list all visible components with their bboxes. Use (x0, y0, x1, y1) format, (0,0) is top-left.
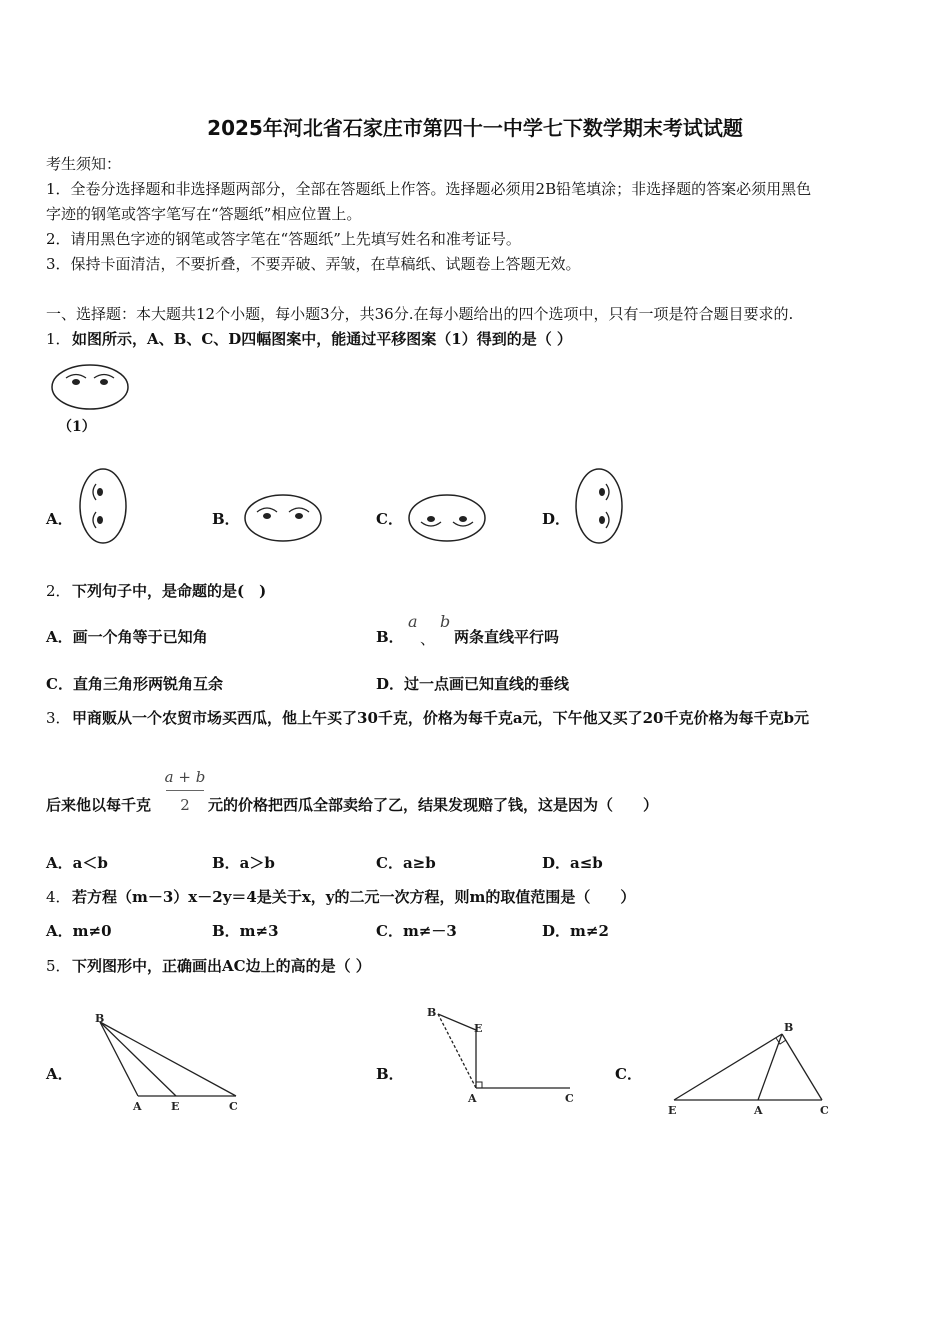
q5-option-a-label[interactable]: A． (46, 1065, 73, 1083)
q1-option-b-label[interactable]: B． (212, 510, 240, 528)
q5a-point-b: B (95, 1012, 105, 1025)
q2-option-b-var-b: b (440, 612, 451, 631)
q1-option-c-label[interactable]: C． (376, 510, 403, 528)
notice-line-2: 2．请用黑色字迹的钢笔或答字笔在“答题纸”上先填写姓名和准考证号。 (46, 230, 521, 248)
notice-heading: 考生须知： (46, 155, 122, 173)
q5c-point-c: C (820, 1104, 829, 1117)
q5a-point-a: A (133, 1100, 142, 1113)
q5b-point-b: B (427, 1006, 437, 1019)
q5-option-c-label[interactable]: C． (615, 1065, 642, 1083)
notice-line-1: 1．全卷分选择题和非选择题两部分，全部在答题纸上作答。选择题必须用2B铅笔填涂；非选择题的答案必须用黑色 (46, 180, 812, 198)
q3-line2-end: 元的价格把西瓜全部卖给了乙，结果发现赔了钱，这是因为（ ） (208, 796, 659, 814)
q1-option-a-figure[interactable] (74, 466, 132, 548)
q3-fraction-numerator: a + b (164, 768, 206, 786)
q5c-point-b: B (784, 1021, 794, 1034)
q1-option-d-figure[interactable] (570, 466, 628, 548)
q2-stem: 下列句子中，是命题的是( ) (72, 582, 267, 600)
q1-figure-label: （1） (58, 419, 96, 435)
q5c-point-a: A (754, 1104, 763, 1117)
q2-option-b-text[interactable]: 两条直线平行吗 (454, 628, 560, 646)
q4-option-c[interactable]: C．m≠－3 (376, 922, 457, 940)
q2-option-b-label[interactable]: B． (376, 628, 404, 646)
q5c-point-e: E (668, 1104, 677, 1117)
q5a-point-e: E (171, 1100, 180, 1113)
q5b-point-a: A (468, 1092, 477, 1105)
notice-line-3: 3．保持卡面清洁，不要折叠，不要弄破、弄皱，在草稿纸、试题卷上答题无效。 (46, 255, 581, 273)
notice-line-1b: 字迹的钢笔或答字笔写在“答题纸”相应位置上。 (46, 205, 362, 223)
q4-option-a[interactable]: A．m≠0 (46, 922, 112, 940)
q4-option-d[interactable]: D．m≠2 (542, 922, 609, 940)
q1-option-a-label[interactable]: A． (46, 510, 73, 528)
q2-option-a[interactable]: A．画一个角等于已知角 (46, 628, 208, 646)
q5b-point-c: C (565, 1092, 574, 1105)
q2-option-b-var-a: a (408, 612, 418, 631)
q4-option-b[interactable]: B．m≠3 (212, 922, 279, 940)
q3-number: 3． (46, 709, 71, 727)
q3-option-d[interactable]: D．a≤b (542, 854, 603, 872)
q2-number: 2． (46, 582, 71, 600)
q3-option-c[interactable]: C．a≥b (376, 854, 436, 872)
q1-option-b-figure[interactable] (242, 492, 326, 544)
q5b-point-e: E (474, 1022, 483, 1035)
q3-fraction-denominator: 2 (180, 796, 190, 814)
q5-stem: 下列图形中，正确画出AC边上的高的是（ ） (72, 957, 371, 975)
q5-option-a-figure[interactable] (88, 1006, 248, 1118)
section-heading: 一、选择题：本大题共12个小题，每小题3分，共36分.在每小题给出的四个选项中，只有一项是符合题目要求的. (46, 305, 794, 323)
q5-option-c-figure[interactable] (662, 1014, 842, 1122)
q3-line2-start: 后来他以每千克 (46, 796, 152, 814)
q1-option-c-figure[interactable] (406, 492, 490, 544)
q3-stem: 甲商贩从一个农贸市场买西瓜，他上午买了30千克，价格为每千克a元，下午他又买了20千克价格为每千克b元 (72, 709, 809, 727)
q4-number: 4． (46, 888, 71, 906)
q2-option-d[interactable]: D．过一点画已知直线的垂线 (376, 675, 570, 693)
page-title: 2025年河北省石家庄市第四十一中学七下数学期末考试试题 (207, 116, 743, 140)
q2-option-b-sep: 、 (420, 630, 436, 648)
q1-figure-original (50, 362, 135, 414)
q1-option-d-label[interactable]: D． (542, 510, 571, 528)
q5-option-b-figure[interactable] (420, 1000, 590, 1112)
q1-number: 1． (46, 330, 71, 348)
q2-option-c[interactable]: C．直角三角形两锐角互余 (46, 675, 223, 693)
q5-option-b-label[interactable]: B． (376, 1065, 404, 1083)
q5-number: 5． (46, 957, 71, 975)
q3-option-a[interactable]: A．a＜b (46, 854, 108, 872)
q3-option-b[interactable]: B．a＞b (212, 854, 275, 872)
q3-fraction-bar (166, 790, 204, 791)
q5a-point-c: C (229, 1100, 238, 1113)
q4-stem: 若方程（m－3）x－2y＝4是关于x，y的二元一次方程，则m的取值范围是（ ） (72, 888, 636, 906)
q1-stem: 如图所示，A、B、C、D四幅图案中，能通过平移图案（1）得到的是（ ） (72, 330, 572, 348)
